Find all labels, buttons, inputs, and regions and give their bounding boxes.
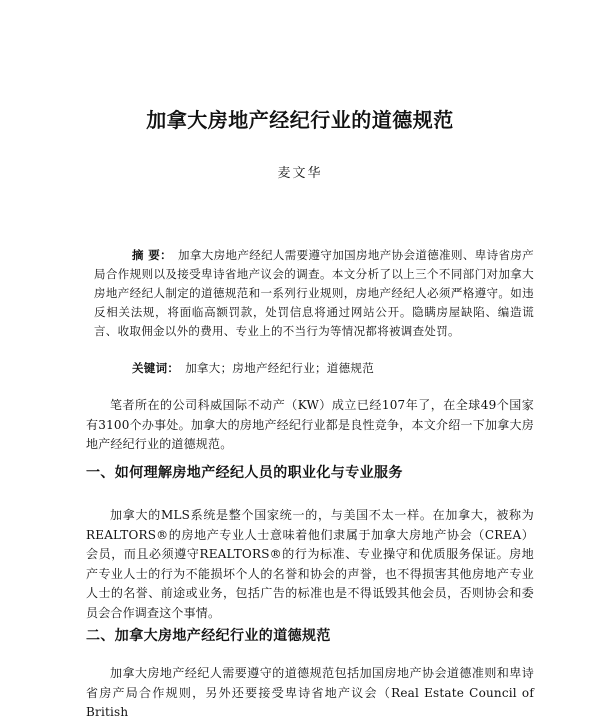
abstract-text: 加拿大房地产经纪人需要遵守加国房地产协会道德准则、卑诗省房产局合作规则以及接受卑诗省地产议会的调查。本文分析了以上三个不同部门对加拿大房地产经纪人制定的道德规范和一系列行业规则，房地产经纪人必须严格遵守。如违反相关法规，将面临高额罚款，处罚信息将通过网站公开。隐瞒房屋缺陷、编造谎言、收取佣金以外的费用、专业上的不当行为等情况都将被调查处罚。 xyxy=(94,248,534,338)
section-2-heading: 二、加拿大房地产经纪行业的道德规范 xyxy=(86,628,331,644)
section-1-paragraph: 加拿大的MLS系统是整个国家统一的，与美国不太一样。在加拿大，被称为REALTORS®的房地产专业人士意味着他们隶属于加拿大房地产协会（CREA）会员，而且必须遵守REALTORS®的行为标准、专业操守和优质服务保证。房地产专业人士的行为不能损坏个人的名誉和协会的声誉，也不得损害其他房地产专业人士的名誉、前途或业务，包括广告的标准也是不得诋毁其他会员，否则协会和委员会合作调查这个事情。 xyxy=(86,508,534,620)
article-author: 麦文华 xyxy=(277,166,323,181)
keywords xyxy=(132,360,532,376)
section-1-heading: 一、如何理解房地产经纪人员的职业化与专业服务 xyxy=(86,465,403,481)
article-title: 加拿大房地产经纪行业的道德规范 xyxy=(146,108,454,132)
keywords-text: 加拿大；房地产经纪行业；道德规范 xyxy=(185,361,375,375)
keywords-label: 关键词： xyxy=(132,361,180,375)
abstract-label: 摘 要： xyxy=(132,248,172,262)
abstract xyxy=(94,246,534,341)
section-2-paragraph: 加拿大房地产经纪人需要遵守的道德规范包括加国房地产协会道德准则和卑诗省房产局合作规则，另外还要接受卑诗省地产议会（Real Estate Council of British xyxy=(86,666,534,719)
intro-paragraph: 笔者所在的公司科威国际不动产（KW）成立已经107年了，在全球49个国家有3100个办事处。加拿大的房地产经纪行业都是良性竞争，本文介绍一下加拿大房地产经纪行业的道德规范。 xyxy=(86,398,534,451)
